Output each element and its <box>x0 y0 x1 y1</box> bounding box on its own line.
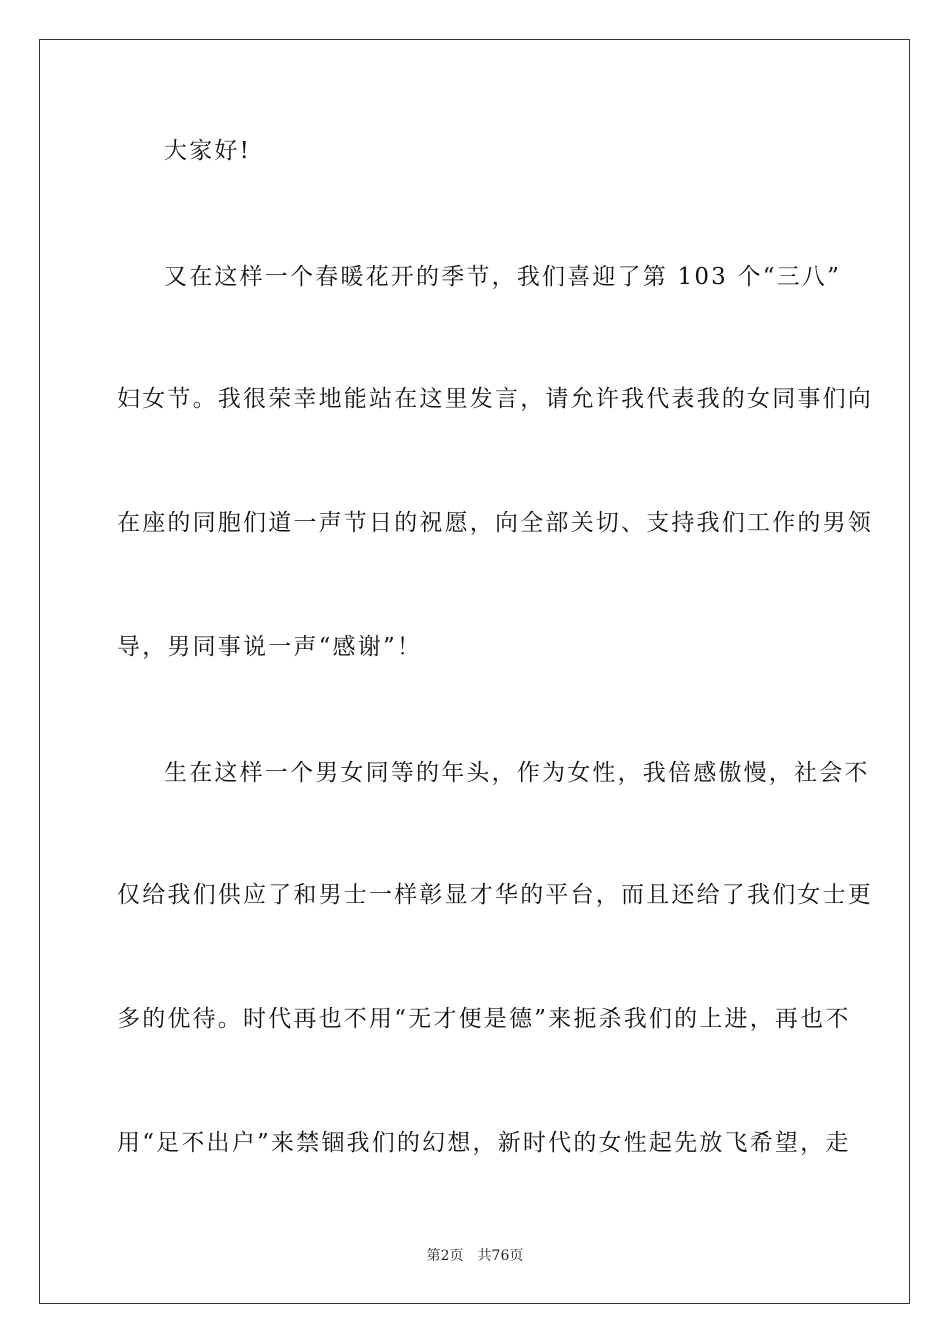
paragraph-line: 生在这样一个男女同等的年头，作为女性，我倍感傲慢，社会不 <box>164 760 870 786</box>
page-frame <box>39 39 910 1304</box>
page-footer <box>0 1246 950 1266</box>
paragraph-line: 在座的同胞们道一声节日的祝愿，向全部关切、支持我们工作的男领 <box>117 510 873 536</box>
page-number: 第2页 <box>426 1248 464 1264</box>
paragraph-line: 又在这样一个春暖花开的季节，我们喜迎了第 103 个“三八” <box>164 264 842 290</box>
paragraph-line: 仅给我们供应了和男士一样彰显才华的平台，而且还给了我们女士更 <box>117 882 873 908</box>
page-total: 共76页 <box>477 1248 524 1264</box>
paragraph-line: 用“足不出户”来禁锢我们的幻想，新时代的女性起先放飞希望，走 <box>117 1130 851 1156</box>
greeting-line: 大家好! <box>164 138 252 164</box>
paragraph-line: 导，男同事说一声“感谢”！ <box>117 634 423 660</box>
paragraph-line: 多的优待。时代再也不用“无才便是德”来扼杀我们的上进，再也不 <box>117 1006 851 1032</box>
paragraph-line: 妇女节。我很荣幸地能站在这里发言，请允许我代表我的女同事们向 <box>117 386 873 412</box>
